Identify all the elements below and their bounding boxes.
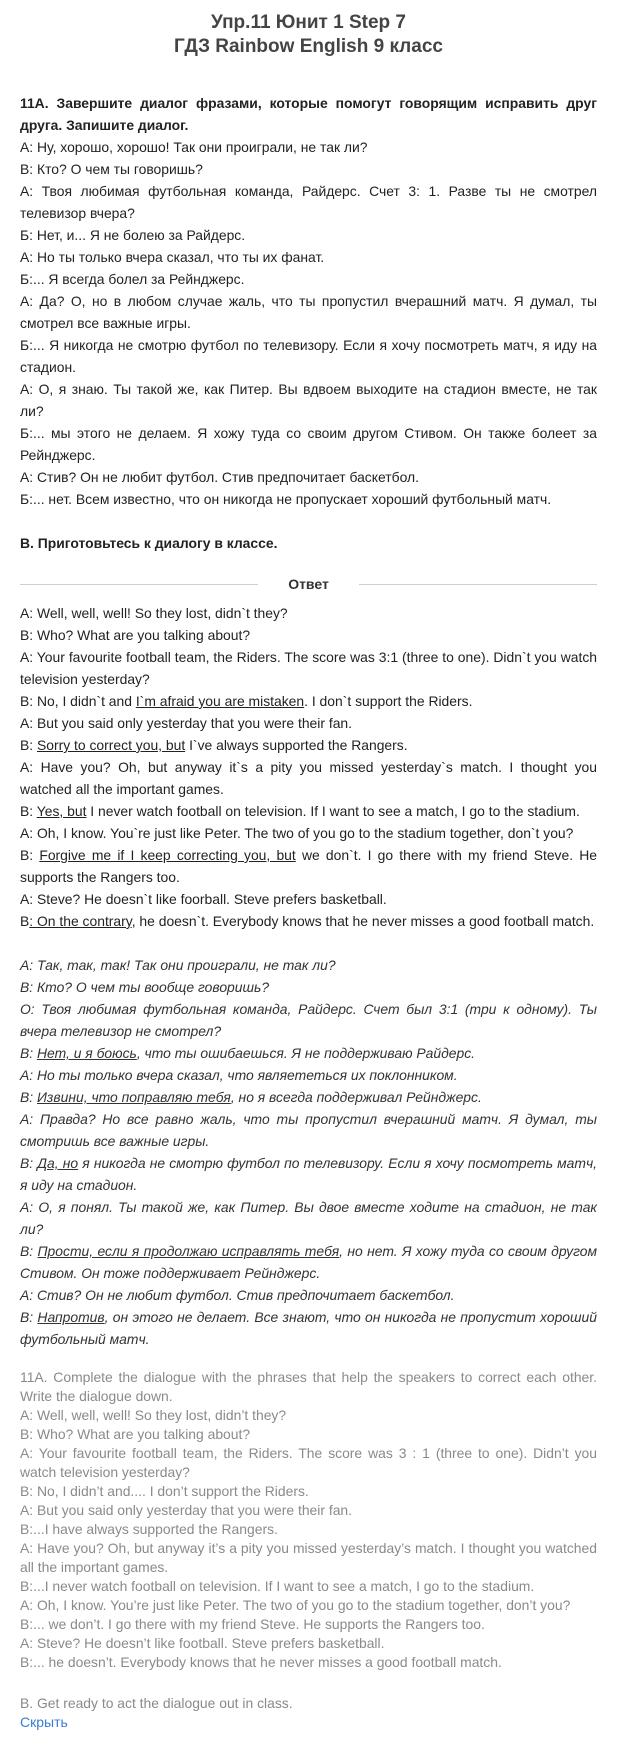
text-segment: B: Who? What are you talking about? xyxy=(20,627,251,643)
dialogue-line xyxy=(20,1501,597,1520)
text-segment: О: Твоя любимая футбольная команда, Райдерс. Счет был 3:1 (три к одному). Ты вчера телевизор не смотрел? xyxy=(20,1001,597,1039)
dialogue-line xyxy=(20,998,597,1042)
dialogue-line xyxy=(20,268,597,290)
text-segment: , he doesn`t. Everybody knows that he never misses a good football match. xyxy=(131,913,595,929)
dialogue-line xyxy=(20,1520,597,1539)
dialogue-line xyxy=(20,800,597,822)
divider-rule-left xyxy=(20,584,258,585)
text-segment: B:...I have always supported the Rangers. xyxy=(20,1521,278,1537)
dialogue-line xyxy=(20,1306,597,1350)
dialogue-line xyxy=(20,1284,597,1306)
dialogue-line xyxy=(20,1196,597,1240)
text-segment: I never watch football on television. If I want to see a match, I go to the stadium. xyxy=(86,803,580,819)
text-segment: А: Стив? Он не любит футбол. Стив предпочитает баскетбол. xyxy=(20,469,419,485)
dialogue-line xyxy=(20,734,597,756)
dialogue-line xyxy=(20,488,597,510)
dialogue-line xyxy=(20,334,597,378)
text-segment: А: Но ты только вчера сказал, что ты их фанат. xyxy=(20,249,325,265)
text-segment: B:... we don’t. I go there with my friend Steve. He supports the Rangers too. xyxy=(20,1616,485,1632)
text-segment: B: No, I didn`t and xyxy=(20,693,136,709)
text-segment: A: Have you? Oh, but anyway it`s a pity you missed yesterday`s match. I thought you watched all the important games. xyxy=(20,759,597,797)
answer-divider xyxy=(20,572,597,596)
blank-line xyxy=(20,510,597,532)
text-segment: , но я всегда поддерживал Рейнджерс. xyxy=(230,1089,482,1105)
text-segment: Б:... Я никогда не смотрю футбол по телевизору. Если я хочу посмотреть матч, я иду на стадион. xyxy=(20,337,597,375)
blank-line xyxy=(20,1672,597,1694)
hide-link[interactable]: Скрыть xyxy=(20,1714,68,1730)
text-segment: I`ve always supported the Rangers. xyxy=(185,737,408,753)
underlined-phrase: Напротив xyxy=(37,1309,105,1325)
text-segment: Б: Нет, и... Я не болею за Райдерс. xyxy=(20,227,246,243)
text-segment: A: Steve? He doesn`t like foorball. Steve prefers basketball. xyxy=(20,891,387,907)
page-title xyxy=(20,0,597,59)
text-segment: A: Oh, I know. You`re just like Peter. The two of you go to the stadium together, don`t you? xyxy=(20,825,574,841)
underlined-phrase: I`m afraid you are mistaken xyxy=(135,693,305,709)
dialogue-line xyxy=(20,756,597,800)
dialogue-line xyxy=(20,422,597,466)
dialogue-line xyxy=(20,712,597,734)
text-segment: . I don`t support the Riders. xyxy=(304,693,473,709)
text-segment: A: Well, well, well! So they lost, didn’t they? xyxy=(20,1407,287,1423)
dialogue-line xyxy=(20,844,597,888)
text-segment: В: xyxy=(20,1309,38,1325)
text-segment: В: xyxy=(20,1243,38,1259)
dialogue-line xyxy=(20,624,597,646)
underlined-phrase: : On the contrary xyxy=(29,913,132,929)
dialogue-line xyxy=(20,690,597,712)
dialogue-line xyxy=(20,1596,597,1615)
text-segment: B: Who? What are you talking about? xyxy=(20,1426,251,1442)
text-segment: А: Но ты только вчера сказал, что являететься их поклонником. xyxy=(20,1067,458,1083)
dialogue-line xyxy=(20,290,597,334)
dialogue-line xyxy=(20,1482,597,1501)
answer-label: Ответ xyxy=(288,576,329,592)
text-segment: , что ты ошибаешься. Я не поддерживаю Райдерс. xyxy=(136,1045,476,1061)
text-segment: B:... he doesn’t. Everybody knows that he never misses a good football match. xyxy=(20,1654,502,1670)
underlined-phrase: Прости, если я продолжаю исправлять тебя xyxy=(37,1243,340,1259)
dialogue-line xyxy=(20,246,597,268)
underlined-phrase: Forgive me if I keep correcting you, but xyxy=(39,847,296,863)
dialogue-line xyxy=(20,1086,597,1108)
text-segment: B. Приготовьтесь к диалогу в классе. xyxy=(20,535,278,551)
answer-ru xyxy=(20,954,597,1350)
divider-rule-right xyxy=(359,584,597,585)
dialogue-line xyxy=(20,136,597,158)
text-segment: А: О, я понял. Ты такой же, как Питер. Вы двое вместе ходите на стадион, не так ли? xyxy=(20,1199,597,1237)
text-segment: A: Oh, I know. You’re just like Peter. The two of you go to the stadium together, don’t you? xyxy=(20,1597,571,1613)
dialogue-line xyxy=(20,1577,597,1596)
dialogue-line xyxy=(20,822,597,844)
underlined-phrase: Нет, и я боюсь xyxy=(36,1045,137,1061)
text-segment: B. Get ready to act the dialogue out in class. xyxy=(20,1695,293,1711)
text-segment: Б:... Я всегда болел за Рейнджерс. xyxy=(20,271,245,287)
dialogue-line xyxy=(20,158,597,180)
text-segment: B:...I never watch football on television. If I want to see a match, I go to the stadium. xyxy=(20,1578,535,1594)
dialogue-line xyxy=(20,1539,597,1577)
dialogue-line xyxy=(20,1425,597,1444)
spacer xyxy=(20,932,597,954)
text-segment: , но нет. Я хожу туда со своим другом Стивом. Он тоже поддерживает Рейнджерс. xyxy=(20,1243,598,1281)
text-segment: В: xyxy=(20,1045,37,1061)
dialogue-line xyxy=(20,602,597,624)
text-segment: В: xyxy=(20,1155,38,1171)
text-segment: A: Your favourite football team, the Riders. The score was 3:1 (three to one). Didn`t you watch television yesterday? xyxy=(20,649,597,687)
text-segment: A: But you said only yesterday that you were their fan. xyxy=(20,1502,353,1518)
underlined-phrase: Sorry to correct you, but xyxy=(36,737,186,753)
answer-en xyxy=(20,602,597,932)
dialogue-line xyxy=(20,1152,597,1196)
text-segment: Б:... мы этого не делаем. Я хожу туда со своим другом Стивом. Он также болеет за Рейнджерс. xyxy=(20,425,597,463)
text-segment: B: xyxy=(20,803,37,819)
dialogue-line xyxy=(20,1108,597,1152)
text-segment: А: О, я знаю. Ты такой же, как Питер. Вы вдвоем выходите на стадион вместе, не так ли? xyxy=(20,381,597,419)
dialogue-line xyxy=(20,1240,597,1284)
underlined-phrase: Да, но xyxy=(37,1155,79,1171)
text-segment: В: Кто? О чем ты вообще говоришь? xyxy=(20,979,270,995)
underlined-phrase: Извини, что поправляю тебя xyxy=(36,1089,231,1105)
dialogue-line xyxy=(20,1368,597,1406)
text-segment: we don`t. I go there with my friend Steve. He supports the Rangers too. xyxy=(20,847,598,885)
dialogue-line xyxy=(20,180,597,224)
dialogue-line xyxy=(20,224,597,246)
task-en xyxy=(20,1368,597,1713)
text-segment: В: xyxy=(20,1089,37,1105)
dialogue-line xyxy=(20,1694,597,1713)
dialogue-line xyxy=(20,646,597,690)
text-segment: 11A. Complete the dialogue with the phrases that help the speakers to correct each other. Write the dialogue down. xyxy=(20,1369,597,1404)
text-segment: A: Твоя любимая футбольная команда, Райдерс. Счет 3: 1. Разве ты не смотрел телевизор вчера? xyxy=(20,183,597,221)
dialogue-line xyxy=(20,888,597,910)
text-segment: , он этого не делает. Все знают, что он никогда не пропустит хороший футбольный матч. xyxy=(20,1309,598,1347)
dialogue-line xyxy=(20,532,597,554)
text-segment: A: Have you? Oh, but anyway it’s a pity you missed yesterday’s match. I thought you watched all the important games. xyxy=(20,1540,597,1575)
text-segment: A: Steve? He doesn’t like football. Steve prefers basketball. xyxy=(20,1635,385,1651)
dialogue-line xyxy=(20,1064,597,1086)
text-segment: B xyxy=(20,913,30,929)
text-segment: Б:... нет. Всем известно, что он никогда не пропускает хороший футбольный матч. xyxy=(20,491,552,507)
text-segment: А: Стив? Он не любит футбол. Стив предпочитает баскетбол. xyxy=(20,1287,455,1303)
text-segment: A: But you said only yesterday that you were their fan. xyxy=(20,715,353,731)
text-segment: A: Ну, хорошо, хорошо! Так они проиграли, не так ли? xyxy=(20,139,368,155)
text-segment: B: xyxy=(20,847,40,863)
dialogue-line xyxy=(20,1653,597,1672)
text-segment: 11А. Завершите диалог фразами, которые помогут говорящим исправить друг друга. Запишите диалог. xyxy=(20,95,597,133)
text-segment: A: Well, well, well! So they lost, didn`t they? xyxy=(20,605,288,621)
dialogue-line xyxy=(20,1615,597,1634)
dialogue-line xyxy=(20,1042,597,1064)
text-segment: B: xyxy=(20,737,37,753)
question-ru xyxy=(20,92,597,554)
text-segment: А: Так, так, так! Так они проиграли, не так ли? xyxy=(20,957,336,973)
text-segment: B: Кто? О чем ты говоришь? xyxy=(20,161,203,177)
dialogue-line xyxy=(20,1444,597,1482)
title-line-2: ГДЗ Rainbow English 9 класс xyxy=(174,36,443,57)
dialogue-line xyxy=(20,378,597,422)
text-segment: А: Правда? Но все равно жаль, что ты пропустил вчерашний матч. Я думал, ты смотришь все важные игры. xyxy=(20,1111,597,1149)
dialogue-line xyxy=(20,466,597,488)
text-segment: A: Your favourite football team, the Riders. The score was 3 : 1 (three to one). Didn’t you watch television yesterday? xyxy=(20,1445,597,1480)
dialogue-line xyxy=(20,976,597,998)
dialogue-line xyxy=(20,92,597,136)
underlined-phrase: Yes, but xyxy=(36,803,87,819)
dialogue-line xyxy=(20,1634,597,1653)
dialogue-line xyxy=(20,1406,597,1425)
dialogue-line xyxy=(20,910,597,932)
title-line-1: Упр.11 Юнит 1 Step 7 xyxy=(210,12,407,33)
text-segment: я никогда не смотрю футбол по телевизору. Если я хочу посмотреть матч, я иду на стадион. xyxy=(20,1155,598,1193)
text-segment: А: Да? О, но в любом случае жаль, что ты пропустил вчерашний матч. Я думал, ты смотрел все важные игры. xyxy=(20,293,597,331)
text-segment: B: No, I didn’t and.... I don’t support the Riders. xyxy=(20,1483,309,1499)
dialogue-line xyxy=(20,954,597,976)
